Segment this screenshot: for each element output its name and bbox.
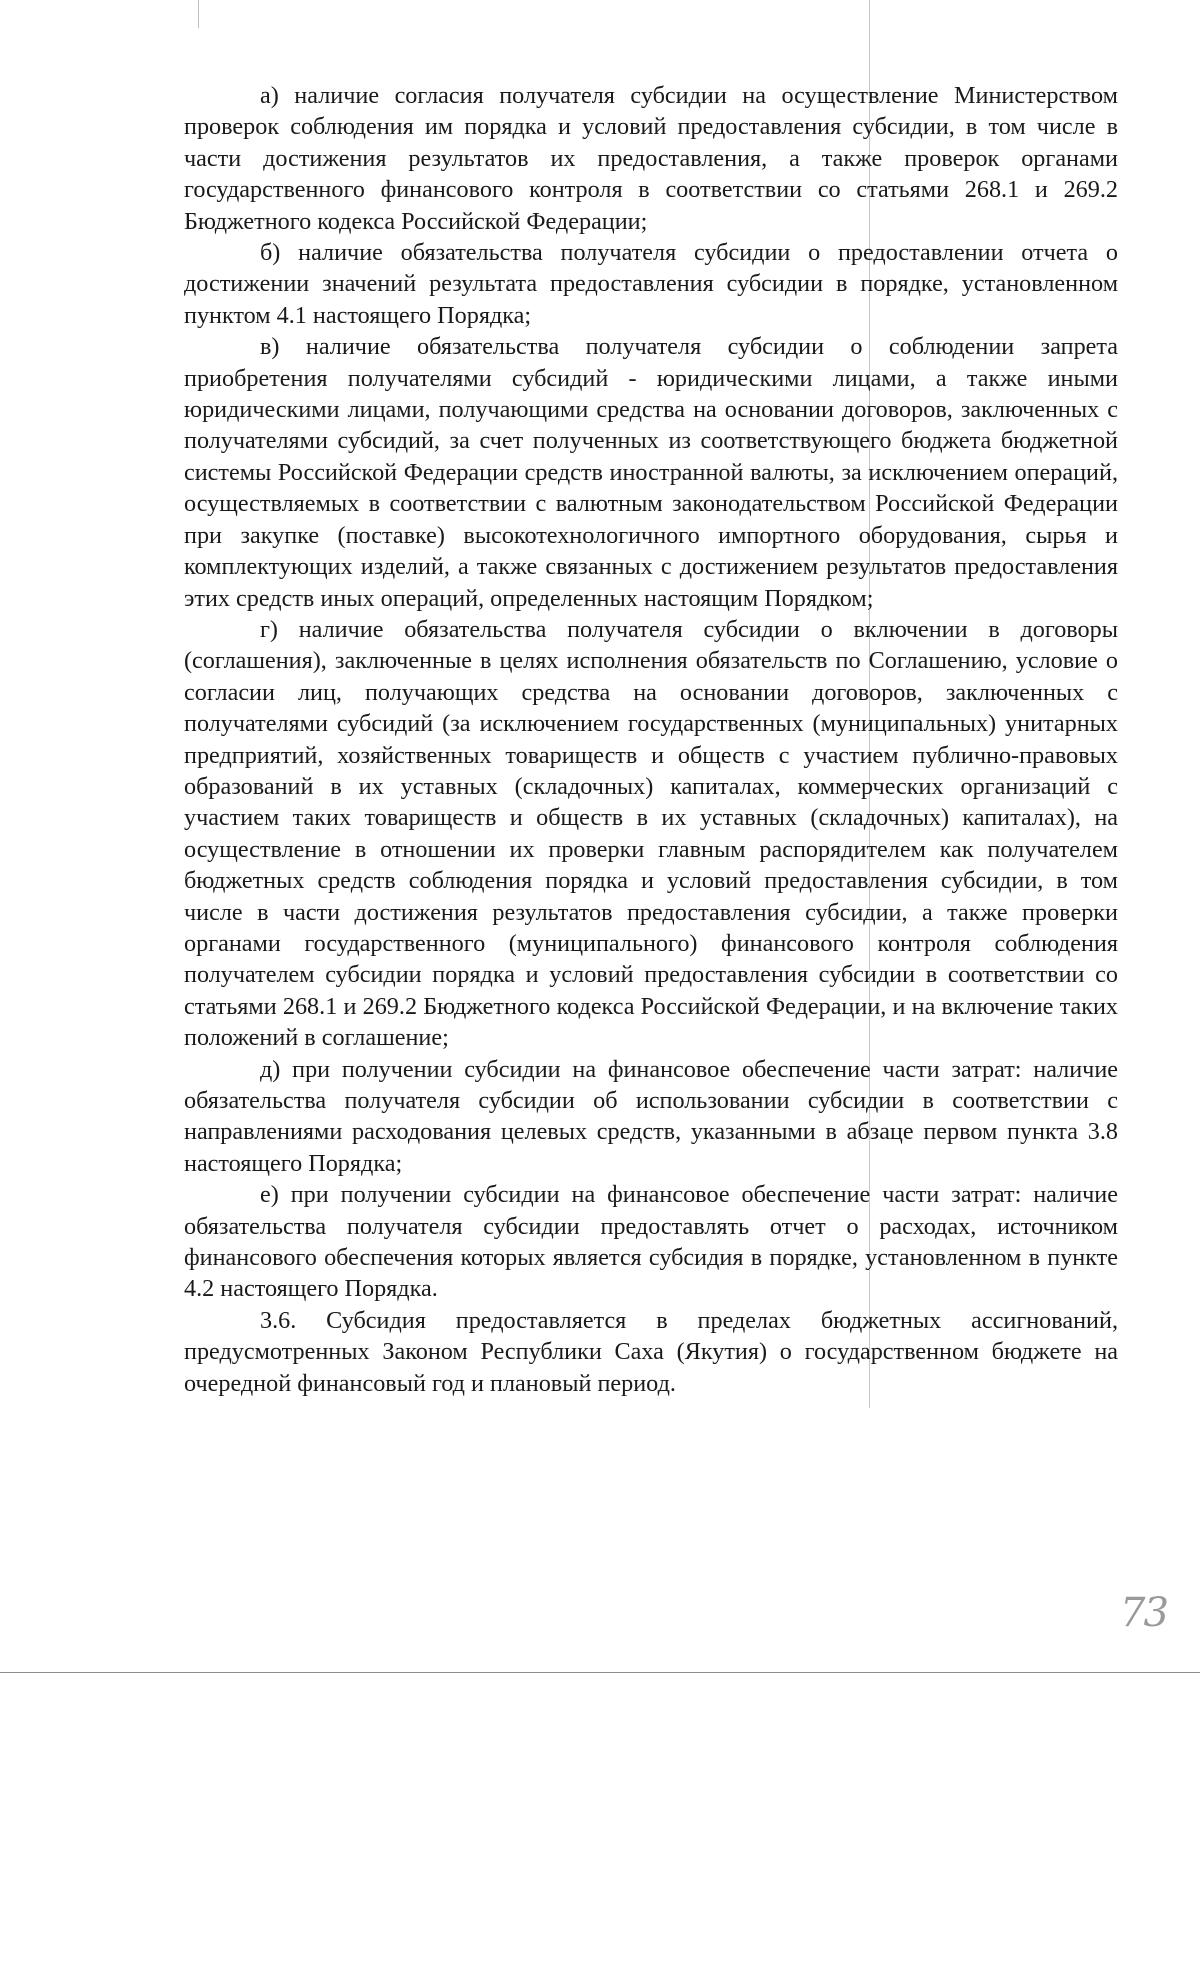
handwritten-page-number: 73: [1120, 1590, 1167, 1636]
scan-top-mark: [198, 0, 199, 28]
scan-bottom-edge: [0, 1672, 1200, 1673]
paragraph-3-6: 3.6. Субсидия предоставляется в пределах бюджетных ассигнований, предусмотренных Законом Республики Саха (Якутия) о государственном бюджете на очередной финансовый год и плановый период.: [184, 1306, 1118, 1397]
paragraph-a: а) наличие согласия получателя субсидии на осуществление Министерством проверок соблюдения им порядка и условий предоставления субсидии, в том числе в части достижения результатов их предоставления, а также проверок органами государственного финансового контроля в соответствии со статьями 268.1 и 269.2 Бюджетного кодекса Российской Федерации;: [184, 82, 1118, 235]
document-body: [184, 80, 1118, 1399]
paragraph-v: в) наличие обязательства получателя субсидии о соблюдении запрета приобретения получателями субсидий - юридическими лицами, а также иными юридическими лицами, получающими средства на основании договоров, заключенных с получателями субсидий, за счет полученных из соответствующего бюджета бюджетной системы Российской Федерации средств иностранной валюты, за исключением операций, осуществляемых в соответствии с валютным законодательством Российской Федерации при закупке (поставке) высокотехнологичного импортного оборудования, сырья и комплектующих изделий, а также связанных с достижением результатов предоставления этих средств иных операций, определенных настоящим Порядком;: [184, 333, 1118, 612]
paragraph-d: д) при получении субсидии на финансовое обеспечение части затрат: наличие обязательства получателя субсидии об использовании субсидии в соответствии с направлениями расходования целевых средств, указанными в абзаце первом пункта 3.8 настоящего Порядка;: [184, 1055, 1118, 1177]
paragraph-b: б) наличие обязательства получателя субсидии о предоставлении отчета о достижении значений результата предоставления субсидии в порядке, установленном пунктом 4.1 настоящего Порядка;: [184, 239, 1118, 329]
paragraph-e: е) при получении субсидии на финансовое обеспечение части затрат: наличие обязательства получателя субсидии предоставлять отчет о расходах, источником финансового обеспечения которых является субсидия в порядке, установленном в пункте 4.2 настоящего Порядка.: [184, 1181, 1118, 1303]
paragraph-g: г) наличие обязательства получателя субсидии о включении в договоры (соглашения), заключенные в целях исполнения обязательств по Соглашению, условие о согласии лиц, получающих средства на основании договоров, заключенных с получателями субсидий (за исключением государственных (муниципальных) унитарных предприятий, хозяйственных товариществ и обществ с участием публично-правовых образований в их уставных (складочных) капиталах, коммерческих организаций с участием таких товариществ и обществ в их уставных (складочных) капиталах), на осуществление в отношении их проверки главным распорядителем как получателем бюджетных средств соблюдения порядка и условий предоставления субсидии, в том числе в части достижения результатов предоставления субсидии, а также проверки органами государственного (муниципального) финансового контроля соблюдения получателем субсидии порядка и условий предоставления субсидии в соответствии со статьями 268.1 и 269.2 Бюджетного кодекса Российской Федерации, и на включение таких положений в соглашение;: [184, 615, 1118, 1052]
